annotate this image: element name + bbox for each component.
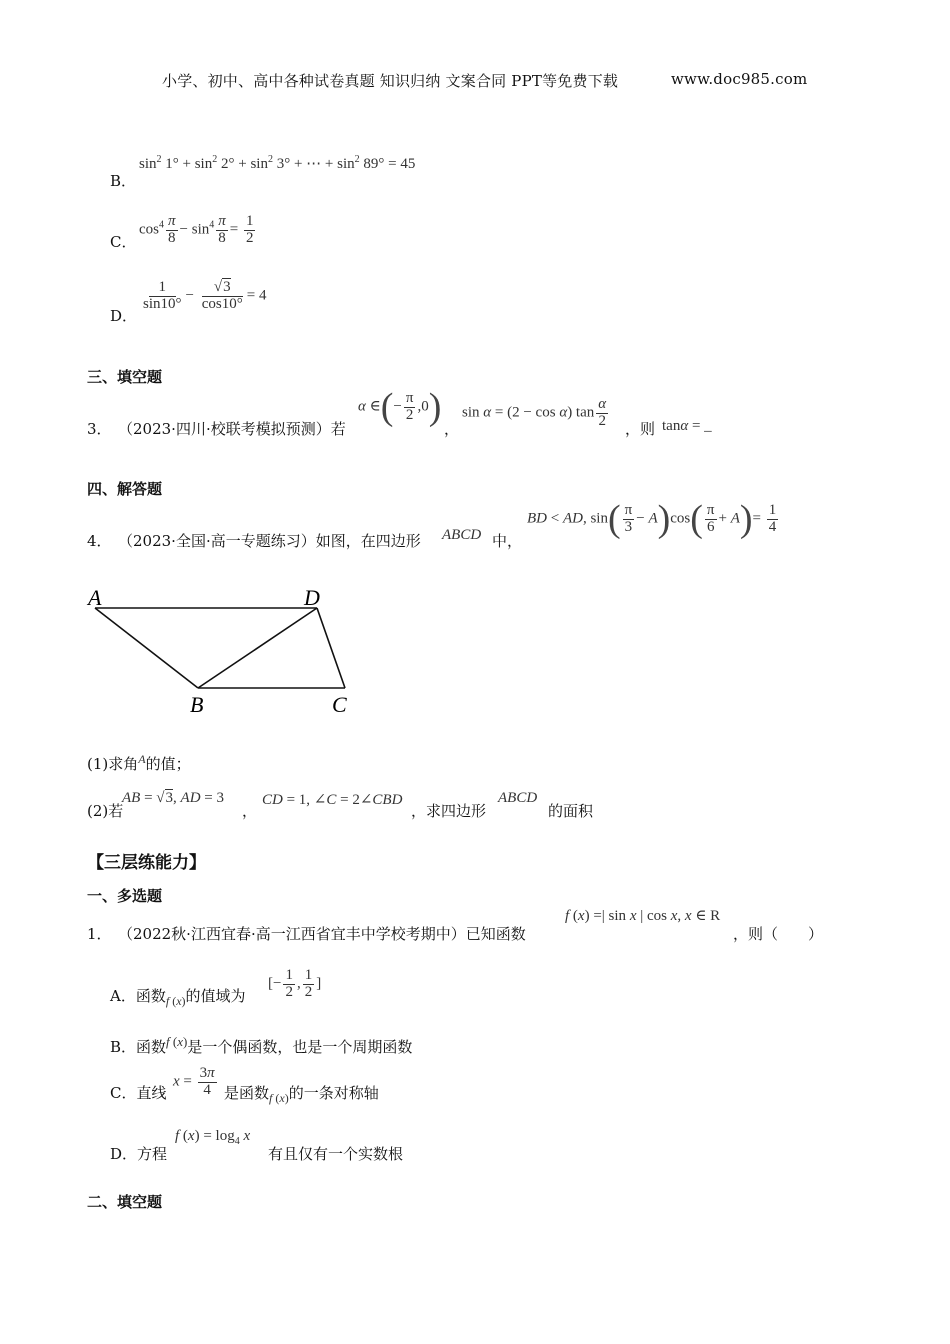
l3-q1-source: （2022秋·江西宜春·高一江西省宜丰中学校考期中）已知函数 [118,925,526,943]
l3-option-a-range: [− $\frac{1}{2}$ , $\frac{1}{2}$ ] [268,967,322,1000]
q3-equation: sin α = (2 − cos α) tan $\frac{\alpha}{2}$ [462,396,607,429]
l3-option-c-pre: 直线 [136,1084,167,1102]
q4-number: 4． [87,532,112,550]
edge-bd [198,608,317,688]
q4-sub1 [87,752,191,774]
l3-option-c-fx: f (x) [269,1091,289,1105]
q4-sub2-given2: CD = 1, ∠C = 2∠CBD [262,792,403,808]
l3-section-title-fill-blank: 二、填空题 [87,1193,163,1211]
l3-option-d-pre: 方程 [137,1145,168,1163]
option-c-label: C． [110,233,137,251]
l3-option-a-pre: 函数 [135,987,166,1005]
l3-option-a-mid: 的值域为 [185,987,246,1005]
vertex-label-c: C [332,692,347,717]
q4-source: （2023·全国·高一专题练习）如图，在四边形 [118,532,421,550]
l3-option-c-post: 的一条对称轴 [288,1084,379,1102]
q4-sub2-given1: AB = √3, AD = 3 [122,790,224,806]
vertex-label-b: B [190,692,204,717]
option-b-formula: $\sin^2 1^\circ + \sin^2 2^\circ + \sin^2 3^\circ$ + ⋯ + $\sin^2 89^\circ = 45$ [139,154,416,172]
q4-sub2-post: 的面积 [548,802,594,820]
l3-option-b-post: 是一个偶函数，也是一个周期函数 [187,1038,413,1056]
l3-q1-then: ，则（ ） [733,925,824,943]
l3-q1-function: f (x) =| sin x | cos x, x ∈ R [565,908,721,924]
l3-option-c-label: C． [110,1084,137,1102]
option-c-formula: $\cos^4$ $\frac{\pi}{8}$ − $\sin^4$ $\frac{\pi}{8}$ = $\frac{1}{2}$ [139,213,254,246]
l3-option-a-fx: f (x) [165,994,186,1008]
l3-option-b-label: B． [110,1038,137,1056]
q3-source: （2023·四川·校联考模拟预测）若 [118,420,346,438]
l3-option-c-mid: 是函数 [224,1084,270,1102]
option-d-formula: $\frac{1}{\sin 10^\circ}$ − $\frac{√3}{\cos 10^\circ}$ = 4 [143,279,267,312]
edge-ab [95,608,198,688]
q3-then: ，则 [625,420,656,438]
level3-title: 【三层练能力】 [87,853,206,873]
l3-option-c-rest [224,1082,379,1106]
l3-option-d-equation: f $(x) = \log_4 x$ [175,1128,251,1147]
q3-condition-alpha: α ∈(− $\frac{\pi}{2}$ ,0) [358,386,442,428]
l3-option-d-post: 有且仅有一个实数根 [268,1145,404,1163]
l3-option-d-text [110,1143,167,1164]
q4-sub2-pre: (2)若 [87,802,124,820]
q4-quad-name: ABCD [442,527,482,543]
q4-sub2-comma: ， [242,802,258,820]
q4-sub1-var: A [138,752,146,766]
header-left-text: 小学、初中、高中各种试卷真题 知识归纳 文案合同 PPT等免费下载 [162,72,619,90]
quadrilateral-figure [80,580,370,720]
l3-option-b [110,1034,412,1057]
q4-sub1-pre: (1)求角 [87,755,139,773]
vertex-label-a: A [88,585,102,610]
vertex-label-d: D [304,585,320,610]
q4-sub2-name: ABCD [498,790,538,806]
q4-condition: BD < AD, sin( $\frac{\pi}{3}$ − A)cos( $\frac{\pi}{6}$ + A)= $\frac{1}{4}$ [527,498,777,540]
l3-option-a [110,985,246,1009]
section-title-multi-choice: 一、多选题 [87,887,163,905]
l3-option-c-line: x = $\frac{3\pi}{4}$ [173,1065,215,1098]
q3-number: 3． [87,420,112,438]
q4-zhong: 中， [492,532,523,550]
l3-option-a-label: A． [110,987,136,1005]
option-b-label: B． [110,172,137,190]
q3-comma: ， [444,420,460,438]
l3-q1-number: 1． [87,925,112,943]
q3-equals: = [691,418,701,434]
header-url: www.doc985.com [671,70,808,88]
section-title-solve: 四、解答题 [87,480,163,498]
edge-dc [317,608,345,688]
option-d-label: D． [110,307,138,325]
section-title-fill-blank: 三、填空题 [87,368,163,386]
l3-option-d-label: D． [110,1145,138,1163]
l3-option-b-fx: f (x) [166,1034,188,1049]
q4-sub1-post: 的值； [145,755,191,773]
q4-sub2-mid: ，求四边形 [411,802,487,820]
l3-option-c [110,1082,167,1103]
q3-answer-blank: tanα = _ [662,418,712,434]
l3-option-b-pre: 函数 [136,1038,167,1056]
